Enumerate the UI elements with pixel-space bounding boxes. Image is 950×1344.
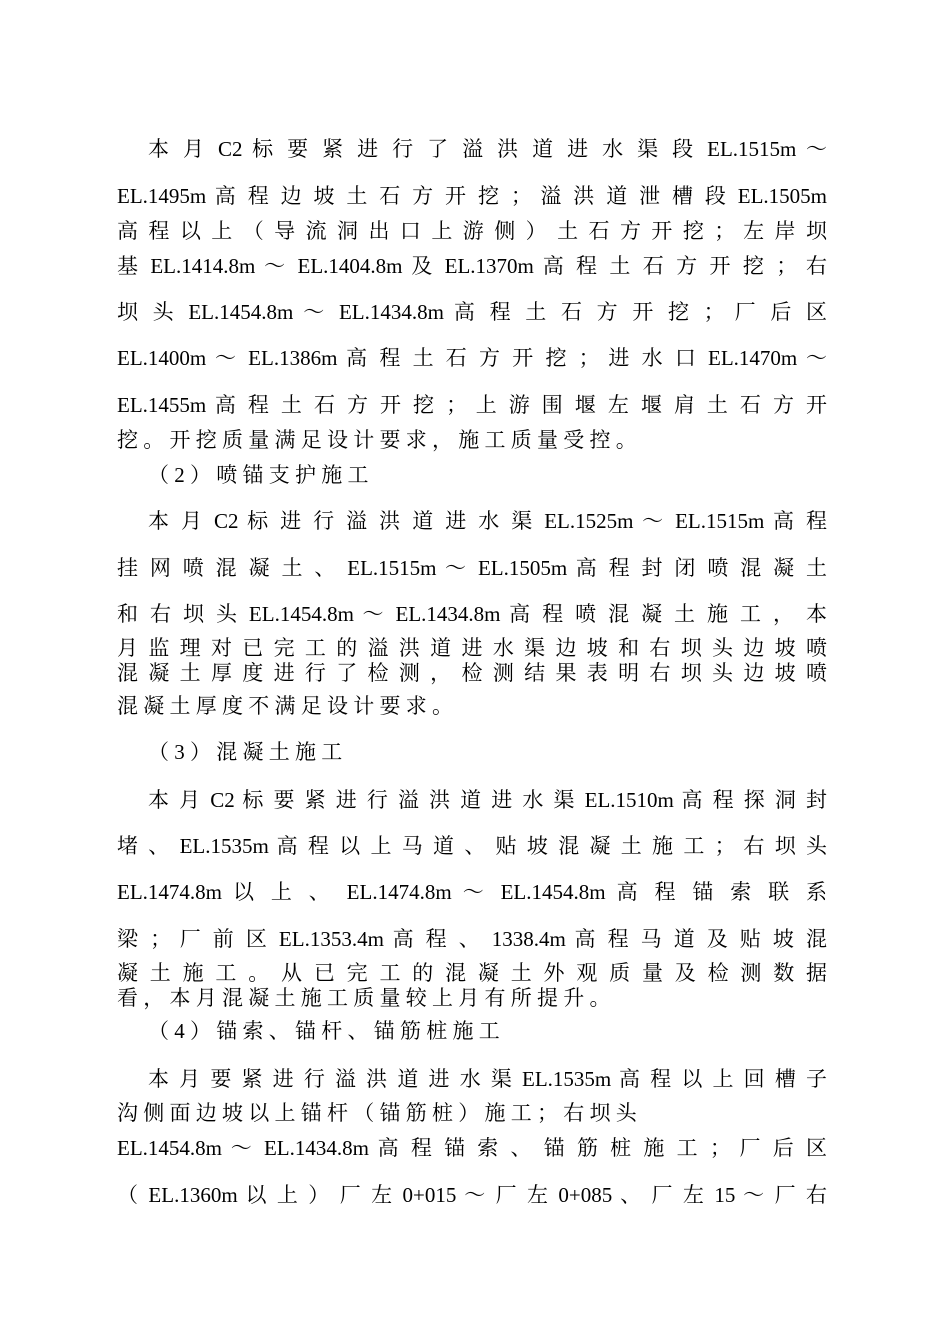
paragraph-line: 看 ， 本 月 混 凝 土 施 工 质 量 较 上 月 有 所 提 升 。 [117,986,611,1010]
paragraph-line: 沟 侧 面 边 坡 以 上 锚 杆 （ 锚 筋 桩 ） 施 工 ； 右 坝 头 [117,1101,637,1125]
paragraph-line: EL.1400m ～ EL.1386m 高 程 土 石 方 开 挖 ； 进 水 口 EL.1470m ～ [117,346,827,370]
section-heading: （ 3 ） 混 凝 土 施 工 [148,740,343,764]
paragraph-line: EL.1495m 高 程 边 坡 土 石 方 开 挖 ； 溢 洪 道 泄 槽 段 EL.1505m [117,184,827,208]
paragraph-line: 月 监 理 对 已 完 工 的 溢 洪 道 进 水 渠 边 坡 和 右 坝 头 边 坡 喷 [117,636,827,660]
paragraph-line: 坝 头 EL.1454.8m ～ EL.1434.8m 高 程 土 石 方 开 挖 ； 厂 后 区 [117,300,827,324]
section-heading: （ 4 ） 锚 索 、 锚 杆 、 锚 筋 桩 施 工 [148,1019,500,1043]
paragraph-line: 本 月 C2 标 要 紧 进 行 溢 洪 道 进 水 渠 EL.1510m 高 程 探 洞 封 [148,788,827,812]
section-heading: （ 2 ） 喷 锚 支 护 施 工 [148,463,369,487]
paragraph-line: 挂 网 喷 混 凝 土 、 EL.1515m ～ EL.1505m 高 程 封 闭 喷 混 凝 土 [117,556,827,580]
paragraph-line: 挖 。 开 挖 质 量 满 足 设 计 要 求 ， 施 工 质 量 受 控 。 [117,428,637,452]
paragraph-line: EL.1454.8m ～ EL.1434.8m 高 程 锚 索 、 锚 筋 桩 施 工 ； 厂 后 区 [117,1136,827,1160]
paragraph-line: 本 月 要 紧 进 行 溢 洪 道 进 水 渠 EL.1535m 高 程 以 上 回 槽 子 [148,1067,827,1091]
paragraph-line: 本 月 C2 标 要 紧 进 行 了 溢 洪 道 进 水 渠 段 EL.1515m ～ [148,137,827,161]
paragraph-line: 梁 ； 厂 前 区 EL.1353.4m 高 程 、 1338.4m 高 程 马 道 及 贴 坡 混 [117,927,827,951]
paragraph-line: 凝 土 施 工 。 从 已 完 工 的 混 凝 土 外 观 质 量 及 检 测 数 据 [117,961,827,985]
paragraph-line: 混 凝 土 厚 度 进 行 了 检 测 ， 检 测 结 果 表 明 右 坝 头 边 坡 喷 [117,661,827,685]
paragraph-line: 混 凝 土 厚 度 不 满 足 设 计 要 求 。 [117,694,453,718]
paragraph-line: （ EL.1360m 以 上 ） 厂 左 0+015 ～ 厂 左 0+085 、 厂 左 15 ～ 厂 右 [117,1183,827,1207]
paragraph-line: EL.1455m 高 程 土 石 方 开 挖 ； 上 游 围 堰 左 堰 肩 土 石 方 开 [117,393,827,417]
paragraph-line: 堵 、 EL.1535m 高 程 以 上 马 道 、 贴 坡 混 凝 土 施 工 ； 右 坝 头 [117,834,827,858]
paragraph-line: 本 月 C2 标 进 行 溢 洪 道 进 水 渠 EL.1525m ～ EL.1515m 高 程 [148,509,827,533]
paragraph-line: 和 右 坝 头 EL.1454.8m ～ EL.1434.8m 高 程 喷 混 凝 土 施 工 ， 本 [117,602,827,626]
paragraph-line: 高 程 以 上 （ 导 流 洞 出 口 上 游 侧 ） 土 石 方 开 挖 ； 左 岸 坝 [117,219,827,243]
paragraph-line: EL.1474.8m 以 上 、 EL.1474.8m ～ EL.1454.8m 高 程 锚 索 联 系 [117,880,827,904]
paragraph-line: 基 EL.1414.8m ～ EL.1404.8m 及 EL.1370m 高 程 土 石 方 开 挖 ； 右 [117,254,827,278]
